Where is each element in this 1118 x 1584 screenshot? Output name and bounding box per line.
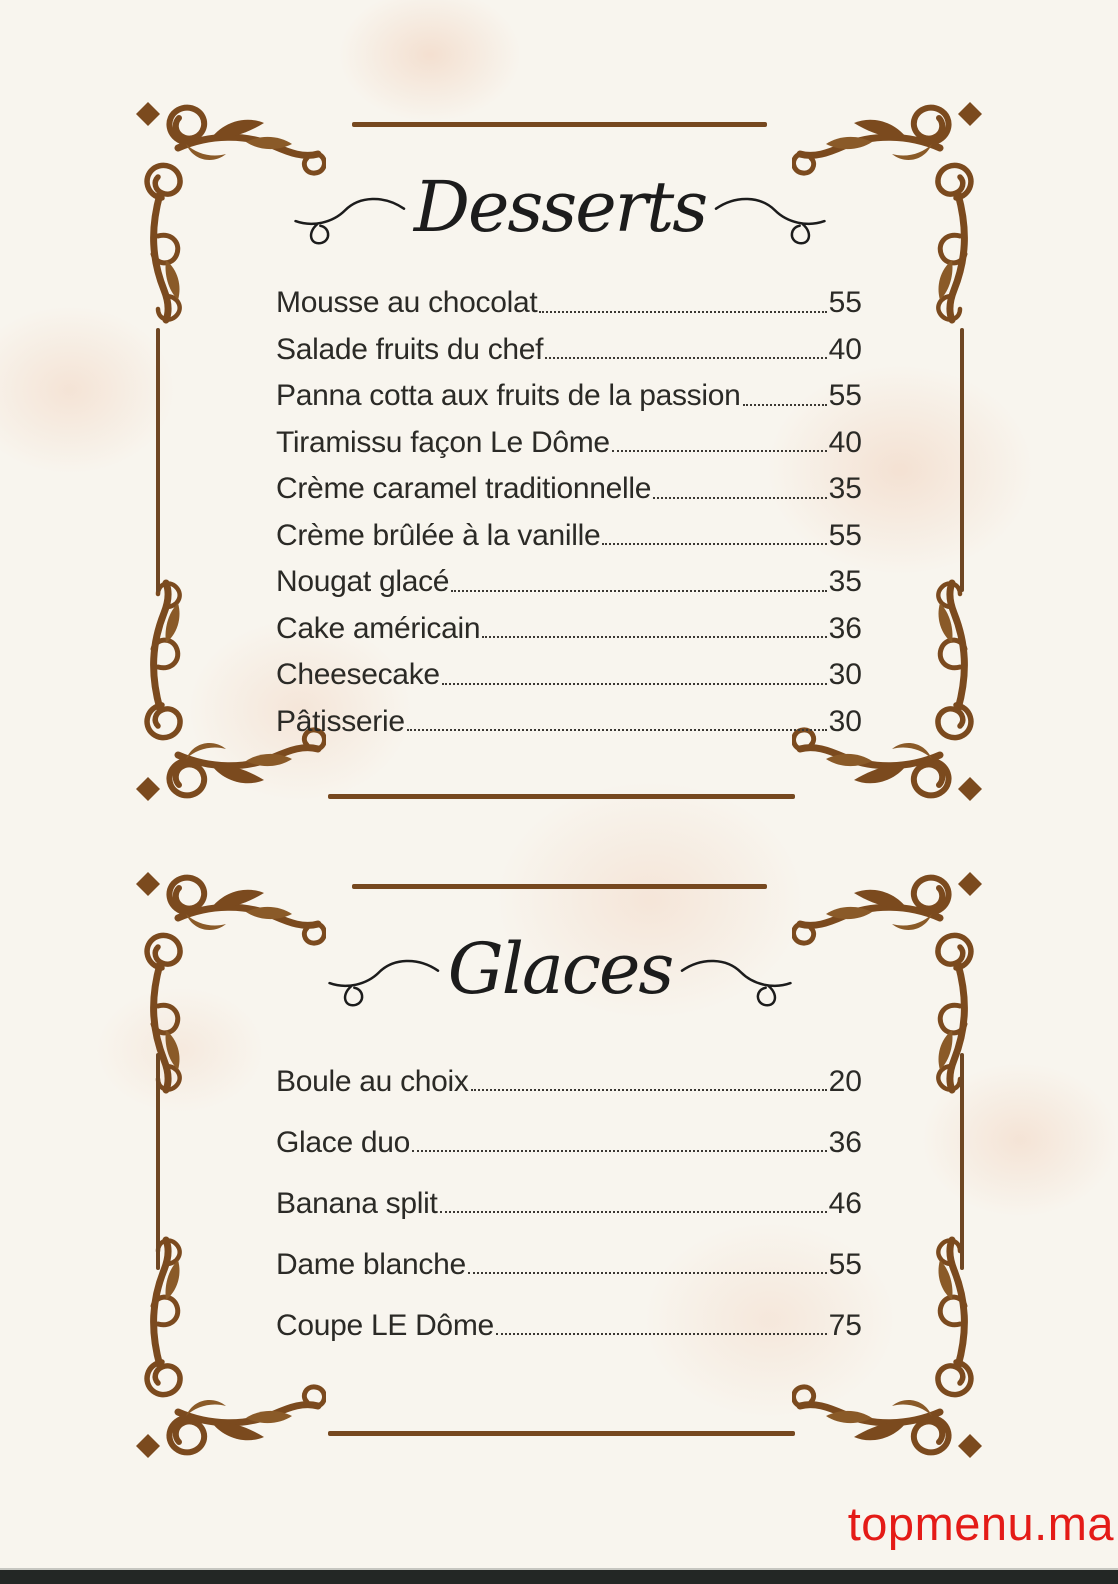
section-heading-glaces	[250, 910, 870, 1028]
menu-item-row	[276, 505, 862, 552]
item-name: Cheesecake	[276, 658, 440, 691]
item-name: Panna cotta aux fruits de la passion	[276, 379, 741, 412]
dotted-leader	[407, 729, 827, 731]
left-border-line	[156, 328, 160, 592]
item-price: 30	[828, 658, 862, 691]
dotted-leader	[471, 1089, 827, 1091]
menu-item-row	[276, 1097, 862, 1158]
dotted-leader	[496, 1333, 827, 1335]
item-name: Banana split	[276, 1186, 438, 1220]
item-name: Nougat glacé	[276, 565, 450, 598]
watermark-text: topmenu.ma	[847, 1497, 1114, 1550]
item-price: 75	[828, 1308, 862, 1342]
item-name: Tiramissu façon Le Dôme	[276, 425, 610, 459]
item-name: Pâtisserie	[276, 704, 405, 738]
menu-item-row	[276, 272, 862, 319]
left-border-line	[156, 1053, 160, 1270]
dotted-leader	[451, 590, 826, 592]
menu-item-row	[276, 458, 862, 505]
section-heading-desserts	[250, 148, 870, 266]
item-price: 35	[828, 472, 862, 505]
dotted-leader	[612, 450, 827, 452]
item-name: Mousse au chocolat	[276, 286, 538, 319]
menu-item-row	[276, 598, 862, 645]
menu-item-row	[276, 551, 862, 598]
item-name: Crème caramel traditionnelle	[276, 472, 652, 505]
item-name: Glace duo	[276, 1125, 411, 1159]
item-price: 55	[828, 518, 862, 552]
footer-bar	[0, 1568, 1118, 1584]
swash-icon	[712, 187, 830, 249]
dotted-leader	[468, 1272, 827, 1274]
glaces-menu-list	[276, 1036, 862, 1341]
section-title: Desserts	[413, 166, 707, 248]
item-name: Salade fruits du chef	[276, 332, 544, 366]
item-price: 40	[828, 332, 862, 366]
dotted-leader	[653, 497, 827, 499]
item-name: Cake américain	[276, 611, 481, 645]
dotted-leader	[743, 404, 827, 406]
menu-item-row	[276, 1219, 862, 1280]
item-name: Coupe LE Dôme	[276, 1308, 494, 1342]
menu-item-row	[276, 1036, 862, 1097]
top-rule	[352, 122, 767, 127]
swash-icon	[290, 187, 408, 249]
menu-item-row	[276, 1280, 862, 1341]
dotted-leader	[545, 357, 826, 359]
right-border-line	[960, 328, 964, 592]
item-price: 55	[828, 286, 862, 319]
dotted-leader	[412, 1150, 827, 1152]
bottom-rule	[328, 1431, 795, 1436]
menu-item-row	[276, 412, 862, 459]
dotted-leader	[602, 543, 826, 545]
item-price: 55	[828, 379, 862, 412]
item-price: 36	[828, 1125, 862, 1159]
dotted-leader	[482, 636, 826, 638]
menu-item-row	[276, 644, 862, 691]
item-price: 35	[828, 565, 862, 598]
menu-item-row	[276, 365, 862, 412]
menu-item-row	[276, 1158, 862, 1219]
item-price: 30	[828, 704, 862, 738]
item-price: 36	[828, 611, 862, 645]
right-border-line	[960, 1053, 964, 1270]
item-name: Boule au choix	[276, 1064, 469, 1098]
bottom-rule	[328, 794, 795, 799]
menu-item-row	[276, 319, 862, 366]
dotted-leader	[539, 311, 826, 313]
section-title: Glaces	[447, 928, 673, 1010]
dotted-leader	[442, 683, 827, 685]
menu-item-row	[276, 691, 862, 738]
top-rule	[352, 884, 767, 889]
item-price: 55	[828, 1247, 862, 1281]
item-name: Dame blanche	[276, 1247, 466, 1281]
item-name: Crème brûlée à la vanille	[276, 518, 601, 552]
desserts-menu-list	[276, 272, 862, 737]
swash-icon	[678, 949, 796, 1011]
swash-icon	[324, 949, 442, 1011]
item-price: 40	[828, 425, 862, 459]
item-price: 20	[828, 1064, 862, 1098]
dotted-leader	[440, 1211, 827, 1213]
item-price: 46	[828, 1186, 862, 1220]
